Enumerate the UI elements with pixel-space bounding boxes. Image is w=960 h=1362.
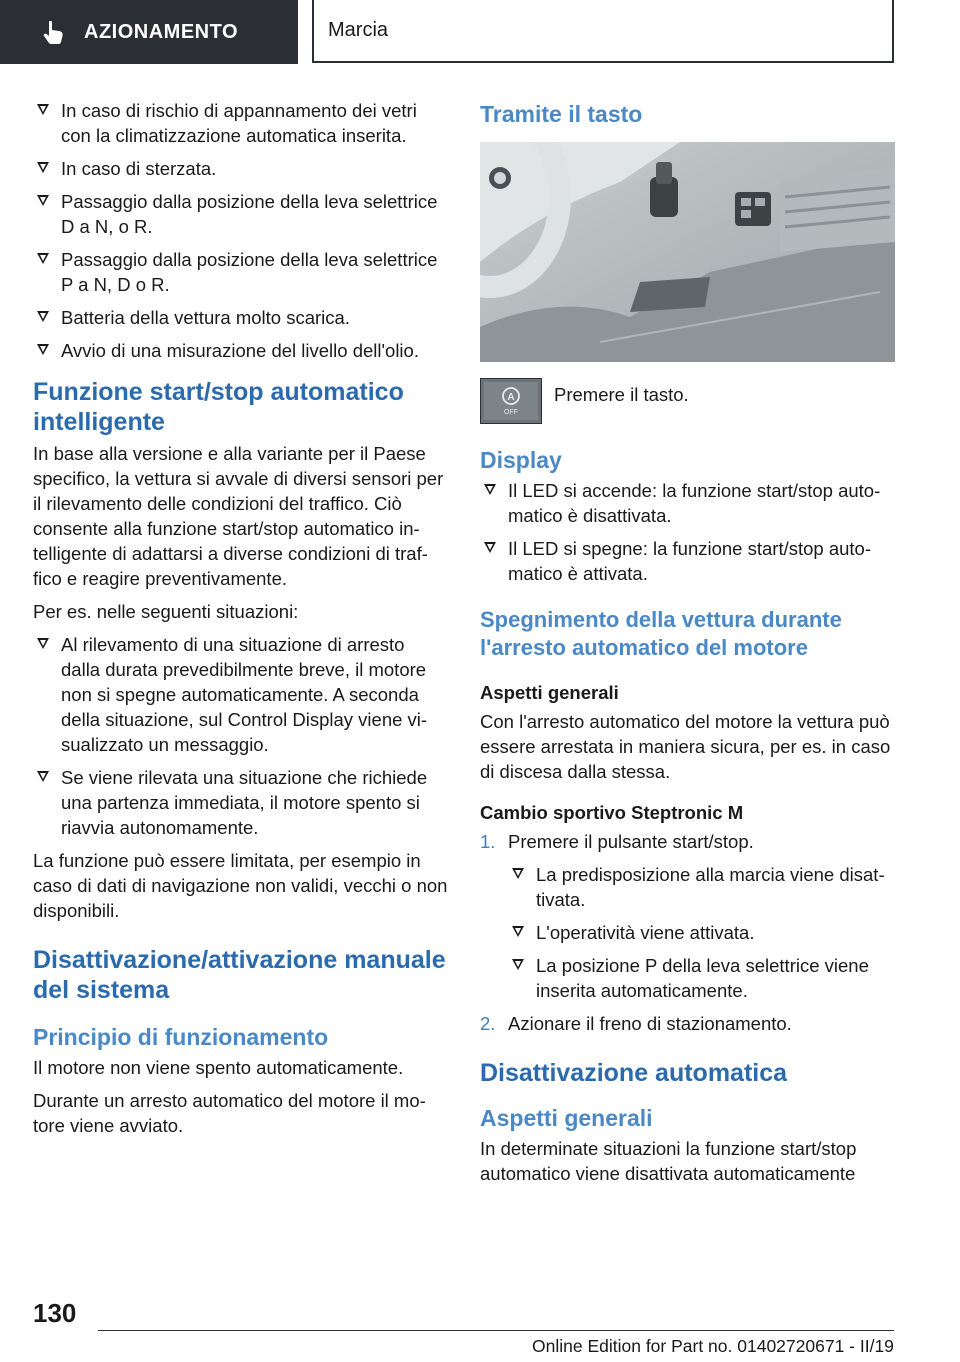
left-column	[33, 98, 448, 1146]
list-item: La posizione P della leva selettrice viene inserita automaticamente.	[508, 953, 895, 1003]
subheading: Aspetti generali	[480, 682, 619, 703]
section-tab	[0, 0, 298, 64]
list-item: La predisposizione alla marcia viene disat-tivata.	[508, 862, 895, 912]
paragraph: Premere il tasto.	[554, 384, 689, 405]
bullet-triangle-icon	[512, 926, 524, 937]
bullet-triangle-icon	[37, 162, 49, 173]
auto-start-stop-off-icon	[480, 378, 542, 424]
paragraph: Durante un arresto automatico del motore il mo-tore viene avviato.	[33, 1090, 426, 1136]
bullet-triangle-icon	[37, 104, 49, 115]
list-item: Il LED si accende: la funzione start/stop auto-matico è disattivata.	[480, 478, 895, 528]
heading-switch-off: Spegnimento della vettura durante l'arresto automatico del motore	[480, 607, 842, 660]
list-item: Avvio di una misurazione del livello dell'olio.	[33, 338, 448, 363]
svg-text:A: A	[507, 392, 515, 403]
bullet-triangle-icon	[512, 959, 524, 970]
bullet-triangle-icon	[37, 771, 49, 782]
list-item: Al rilevamento di una situazione di arresto dalla durata prevedibilmente breve, il motore non si spegne automaticamente. A seconda della situazione, sul Control Display viene vi-sualizzato un messaggio.	[33, 632, 448, 757]
bullet-triangle-icon	[484, 542, 496, 553]
paragraph: Il motore non viene spento automaticamente.	[33, 1057, 404, 1078]
heading-auto-general: Aspetti generali	[480, 1105, 653, 1131]
paragraph: In base alla versione e alla variante per il Paese specifico, la vettura si avvale di diversi sensori per il rilevamento delle condizioni del traffico. Ciò consente alla funzione start/stop automatico in-telligente di adattarsi a diverse condizioni di traf-fico e reagire preventivamente.	[33, 443, 444, 589]
heading-principle: Principio di funzionamento	[33, 1024, 329, 1050]
step-item: 2. Azionare il freno di stazionamento.	[480, 1013, 792, 1034]
list-item: Passaggio dalla posizione della leva selettrice P a N, D o R.	[33, 247, 448, 297]
subheading: Cambio sportivo Steptronic M	[480, 802, 744, 823]
heading-intelligent-start-stop: Funzione start/stop automatico intelligente	[33, 378, 404, 436]
heading-auto-deactivation: Disattivazione automatica	[480, 1059, 788, 1087]
paragraph: Con l'arresto automatico del motore la vettura può essere arrestata in maniera sicura, per es. in caso di discesa dalla stessa.	[480, 711, 891, 782]
list-item: Se viene rilevata una situazione che richiede una partenza immediata, il motore spento si riavvia autonomamente.	[33, 765, 448, 840]
heading-display: Display	[480, 447, 562, 473]
bullet-triangle-icon	[37, 253, 49, 264]
start-stop-button-row	[480, 378, 895, 424]
list-item: Batteria della vettura molto scarica.	[33, 305, 448, 330]
heading-via-button: Tramite il tasto	[480, 101, 643, 127]
step-sublist	[480, 862, 895, 1003]
bullet-triangle-icon	[37, 311, 49, 322]
bullet-triangle-icon	[512, 868, 524, 879]
chapter-title: Marcia	[312, 0, 894, 63]
list-item: L'operatività viene attivata.	[508, 920, 895, 945]
bullet-triangle-icon	[484, 484, 496, 495]
off-label: OFF	[504, 409, 518, 416]
bullet-triangle-icon	[37, 344, 49, 355]
section-title: AZIONAMENTO	[84, 20, 239, 43]
list-item: In caso di rischio di appannamento dei vetri con la climatizzazione automatica inserita.	[33, 98, 448, 148]
list-item: Il LED si spegne: la funzione start/stop auto-matico è attivata.	[480, 536, 895, 586]
step-item: 1. Premere il pulsante start/stop.	[480, 831, 754, 852]
paragraph: Per es. nelle seguenti situazioni:	[33, 601, 299, 622]
dashboard-photo	[480, 142, 895, 362]
bullet-triangle-icon	[37, 195, 49, 206]
bullet-triangle-icon	[37, 638, 49, 649]
hand-pointer-icon	[40, 19, 66, 45]
edition-note: Online Edition for Part no. 01402720671 - II/19	[532, 1336, 894, 1356]
right-column	[480, 100, 895, 1194]
list-item: Passaggio dalla posizione della leva selettrice D a N, o R.	[33, 189, 448, 239]
list-item: In caso di sterzata.	[33, 156, 448, 181]
page-number: 130	[33, 1298, 77, 1328]
footer-divider	[98, 1330, 894, 1331]
heading-manual-toggle: Disattivazione/attivazione manuale del sistema	[33, 946, 446, 1004]
paragraph: La funzione può essere limitata, per esempio in caso di dati di navigazione non validi, vecchi o non disponibili.	[33, 850, 448, 921]
paragraph: In determinate situazioni la funzione start/stop automatico viene disattivata automaticamente	[480, 1138, 857, 1184]
